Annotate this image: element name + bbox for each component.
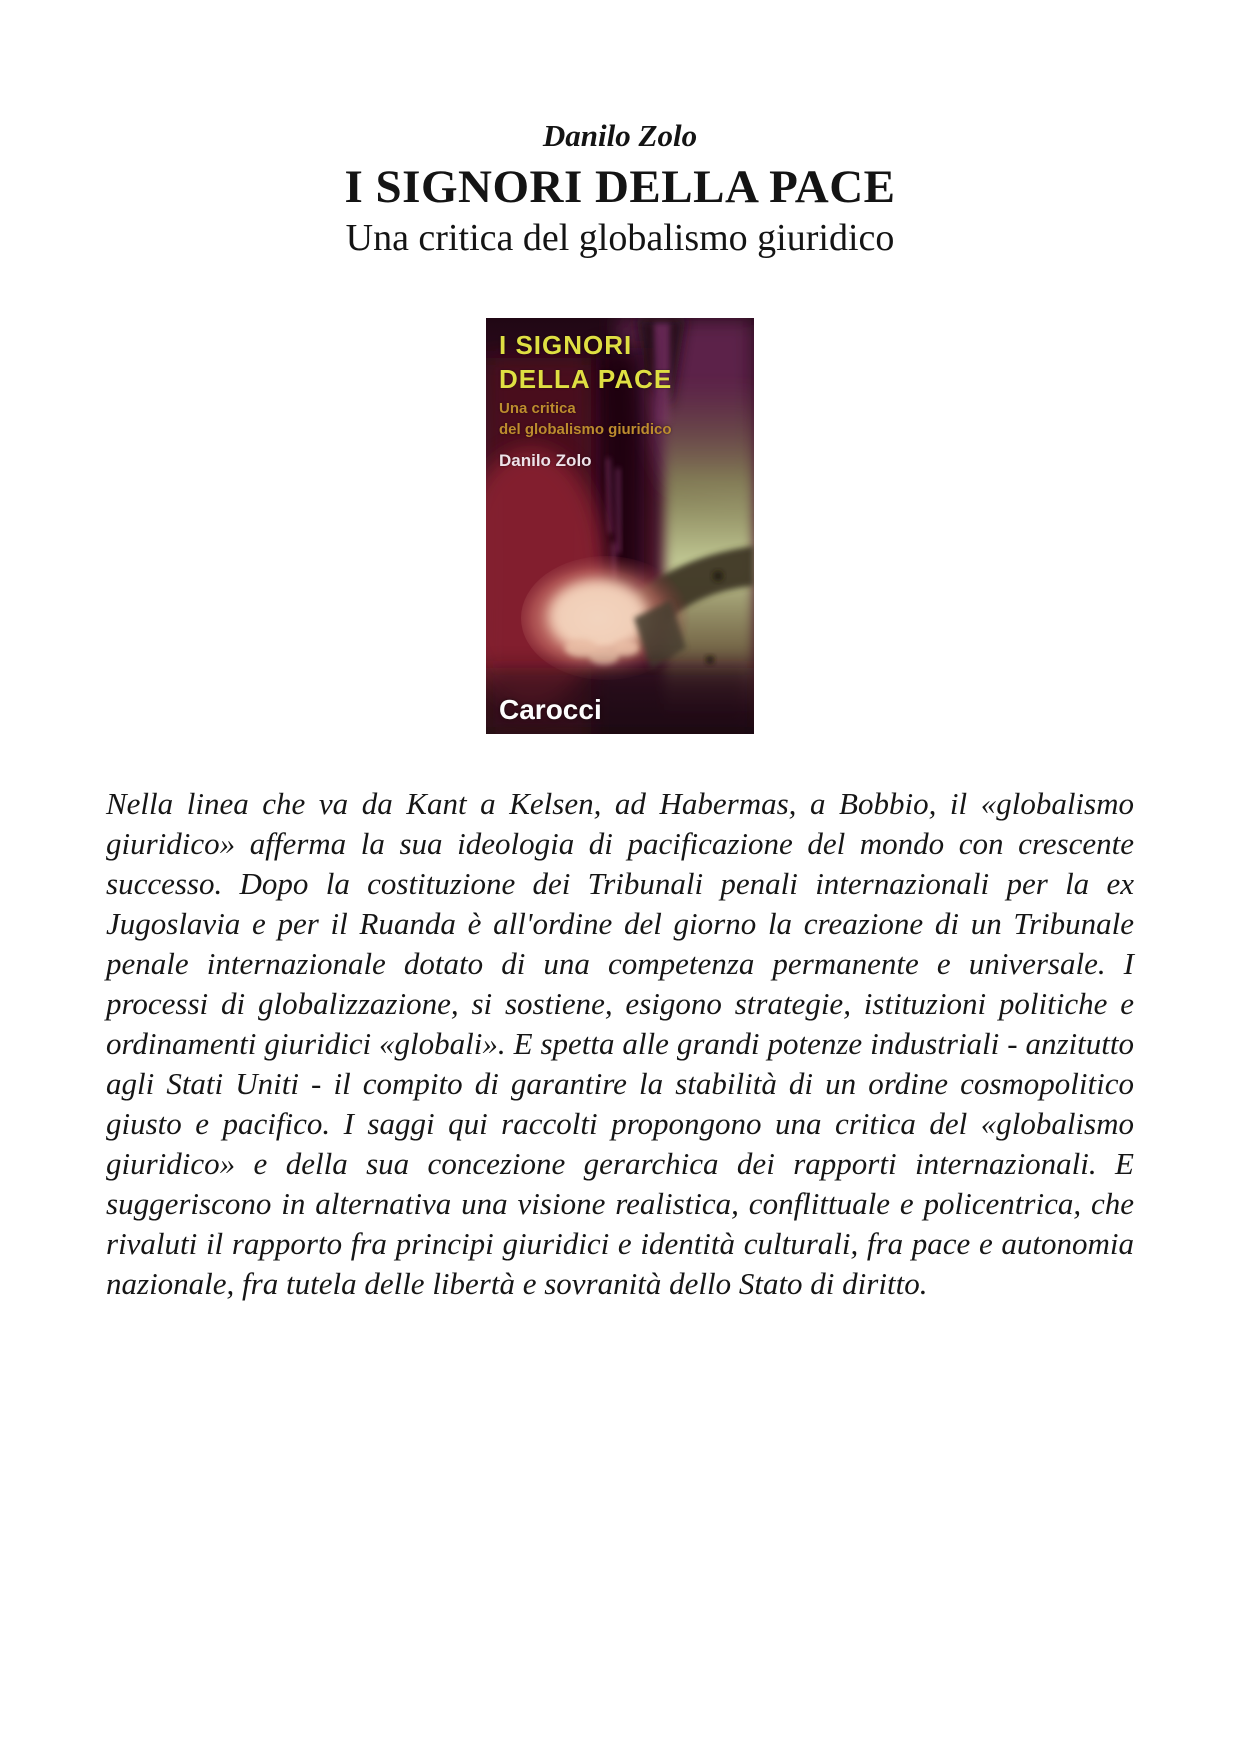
cover-title-line2: DELLA PACE: [499, 364, 673, 394]
cover-title: [499, 328, 672, 396]
cover-text-overlay: [486, 318, 754, 734]
cover-subtitle-line1: Una critica: [499, 400, 576, 417]
cover-publisher-logo: Carocci: [499, 694, 602, 725]
book-subtitle: Una critica del globalismo giuridico: [345, 217, 895, 259]
cover-author: Danilo Zolo: [499, 451, 592, 470]
book-description: Nella linea che va da Kant a Kelsen, ad Habermas, a Bobbio, il «globalismo giuridico» afferma la sua ideologia di pacificazione del mondo con crescente successo. Dopo la costituzione dei Tribunali penali internazionali per la ex Jugoslavia e per il Ruanda è all'ordine del giorno la creazione di un Tribunale penale internazionale dotato di una competenza permanente e universale. I processi di globalizzazione, si sostiene, esigono strategie, istituzioni politiche e ordinamenti giuridici «globali». E spetta alle grandi potenze industriali - anzitutto agli Stati Uniti - il compito di garantire la stabilità di un ordine cosmopolitico giusto e pacifico. I saggi qui raccolti propongono una critica del «globalismo giuridico» e della sua concezione gerarchica dei rapporti internazionali. E suggeriscono in alternativa una visione realistica, conflittuale e policentrica, che rivaluti il rapporto fra principi giuridici e identità culturali, fra pace e autonomia nazionale, fra tutela delle libertà e sovranità dello Stato di diritto.: [106, 786, 1134, 1301]
cover-subtitle-line2: del globalismo giuridico: [499, 421, 672, 438]
book-author: Danilo Zolo: [542, 118, 698, 153]
cover-title-line1: I SIGNORI: [499, 330, 633, 360]
book-title: I SIGNORI DELLA PACE: [344, 161, 896, 213]
book-header: [106, 118, 1134, 260]
book-cover-image: [486, 318, 754, 734]
cover-subtitle: [499, 398, 672, 440]
